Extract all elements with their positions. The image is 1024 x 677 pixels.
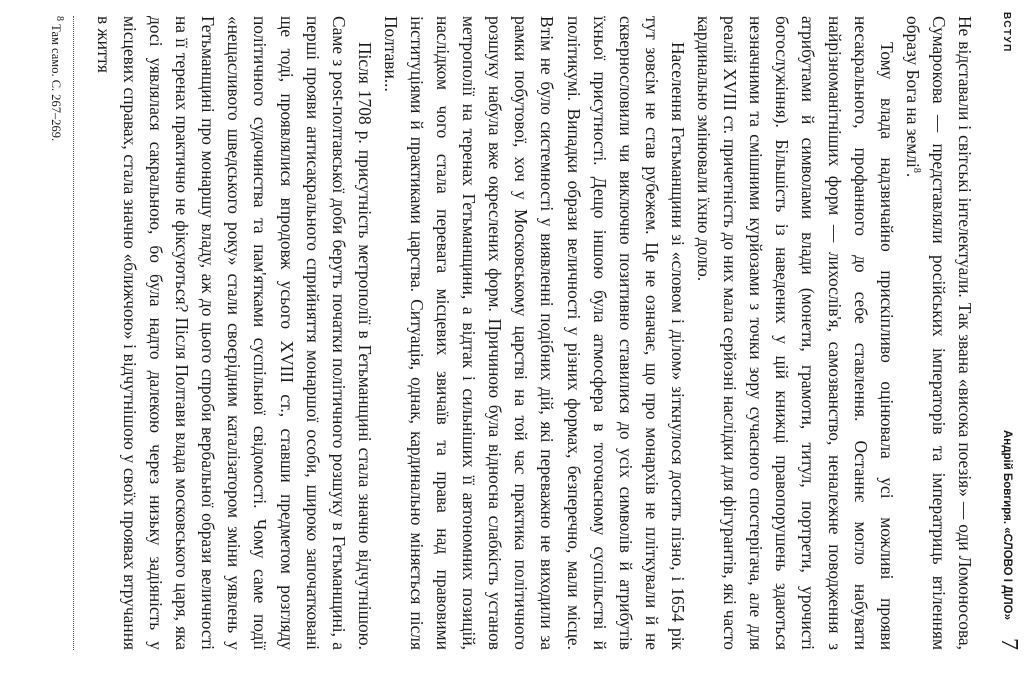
paragraph-1	[900, 16, 978, 650]
footnote-marker: 8	[54, 16, 66, 21]
footnote	[48, 16, 64, 650]
paragraph-2: Тому влада надзвичайно прискіпливо оцінювала усі можливі прояви несакрального, профанного до себе ставлення. Останнє могло набувати найрізноманітніших форм — лихослів'я, самозванство, неналежне поводження з атрибутами й символами влади (монети, грамоти, титул, портрети, урочисті богослужіння). Більшість із наведених у цій книжці правопорушень здаються незначними та смішними курйозами з точки зору сучасного спостерігача, але для реалій XVIII ст. причетність до них мала серйозні наслідки для фігурантів, які часто кардинально змінювали їхню долю.	[694, 16, 897, 650]
running-head: Андрій Бовгиря. «СЛОВО І ДІЛО»	[1001, 429, 1013, 620]
paragraph-1-text: Не відставали і світські інтелектуали. Так звана «висока поезія» — оди Ломоносова, Сумарокова — представляли російських імператорів та імператриць втіленням образу Бога на землі	[902, 16, 975, 650]
paragraph-3: Населення Гетьманщини зі «словом і ділом» зіткнулося досить пізно, і 1654 рік тут зовсім не став рубежем. Це не означає, що про монархів не пліткували й не сквернословили чи виключно позитивно ставилися до усіх символів й атрибутів їхньої присутності. Дещо іншою була атмосфера в тогочасному суспільстві й політикумі. Випадки образи величності у різних формах, безперечно, мали місце. Втім не було системності у виявленні подібних дій, які переважно не виходили за рамки побутової, хоч у Московському царстві на той час практика політичного розшуку набула вже окреслених форм. Причиною була відносна слабкість установ метрополії на теренах Гетьманщини, а відтак і сильніших її автономних позицій, наслідком чого стала перевага місцевих звичаїв та права над правовими інституціями й практиками царства. Ситуація, однак, кардинально міняється після Полтави...	[380, 16, 688, 650]
footnote-divider	[73, 16, 74, 650]
body-text	[91, 16, 978, 650]
page-number: 7	[996, 638, 1022, 650]
footnote-ref: 8	[910, 167, 922, 173]
paragraph-1-end: .	[902, 172, 923, 178]
paragraph-4: Після 1708 р. присутність метрополії в Гетьманщині стала значно відчутнішою. Саме з post-полтавської доби беруть початки політичного розшуку в Гетьманщині, а перші прояви антисакрального сприйняття монаршої особи, широко започатковані ще тоді, проявлялися впродовж усього XVIII ст., ставши предметом розгляду політичного судочинства та пам'ятками суспільної свідомості. Чому саме події «нещасливого шведського року» стали своєрідним каталізатором зміни уявлень у Гетьманщині про монаршу владу, аж до цього спроби вербальної образи величності на її теренах практично не фіксуються? Після Полтави влада московського царя, яка досі уявлялася сакральною, бо була надто далекою через низьку задіяність у місцевих справах, стала значно «ближчою» і відчутнішою у своїх проявах втручання в життя	[93, 16, 375, 650]
footnote-text: Там само. С. 267–269.	[49, 24, 63, 142]
section-title: ВСТУП	[1001, 12, 1012, 53]
page-header	[992, 12, 1022, 650]
